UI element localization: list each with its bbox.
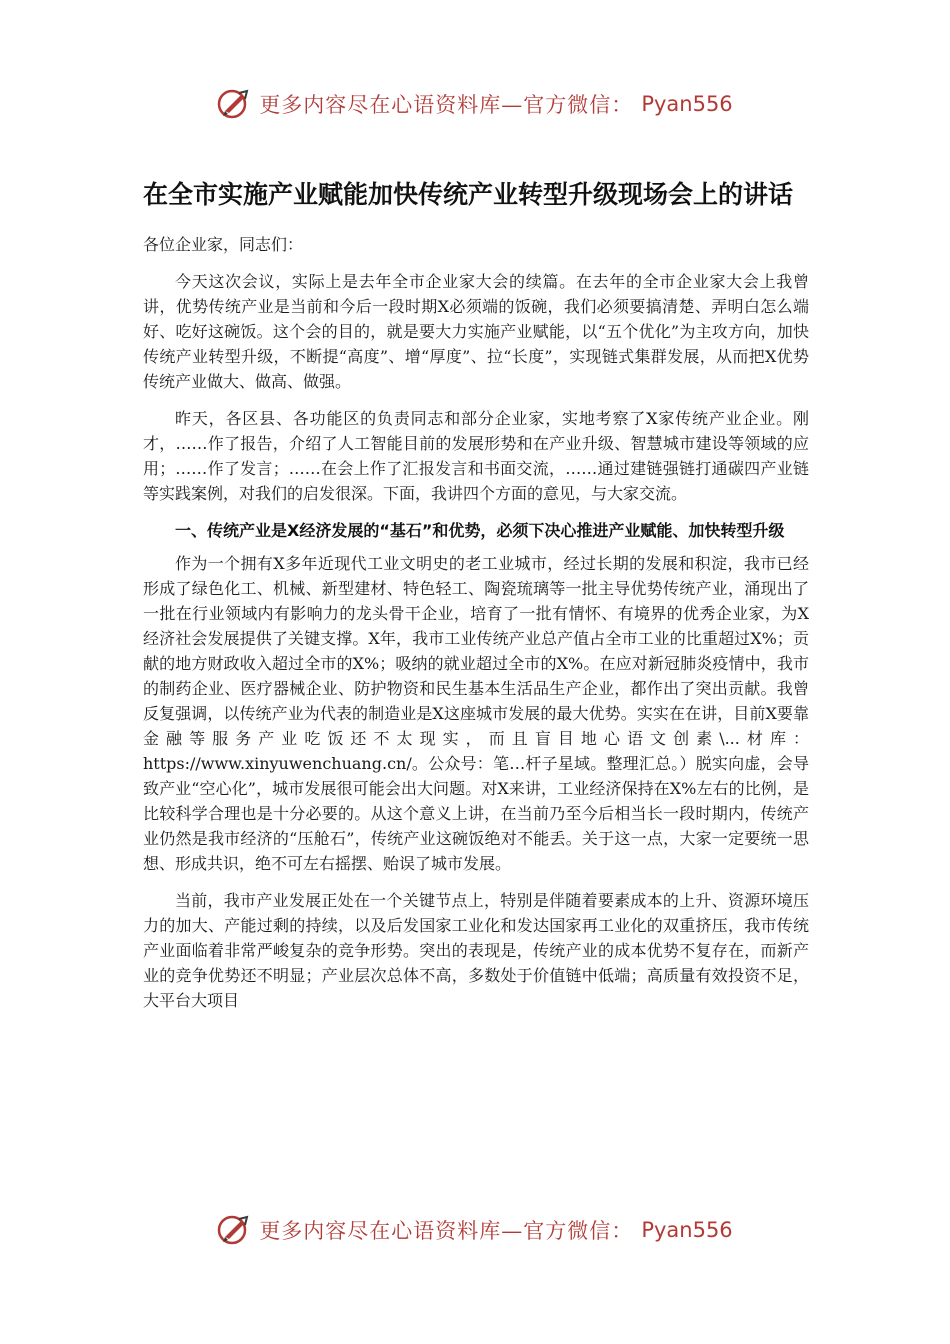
paragraph-2: 昨天，各区县、各功能区的负责同志和部分企业家，实地考察了X家传统产业企业。刚才，……作了报告，介绍了人工智能目前的发展形势和在产业升级、智慧城市建设等领域的应用；……作了发言；……在会上作了汇报发言和书面交流，……通过建链强链打通碳四产业链等实践案例，对我们的启发很深。下面，我讲四个方面的意见，与大家交流。 [143,409,809,503]
greeting: 各位企业家，同志们： [143,235,304,254]
paragraph-1: 今天这次会议，实际上是去年全市企业家大会的续篇。在去年的全市企业家大会上我曾讲，优势传统产业是当前和今后一段时期X必须端的饭碗，我们必须要搞清楚、弄明白怎么端好、吃好这碗饭。这个会的目的，就是要大力实施产业赋能，以“五个优化”为主攻方向，加快传统产业转型升级，不断提“高度”、增“厚度”、拉“长度”，实现链式集群发展，从而把X优势传统产业做大、做高、做强。 [143,272,809,391]
header-banner [0,82,950,126]
document-title: 在全市实施产业赋能加快传统产业转型升级现场会上的讲话 [143,180,794,209]
paragraph-4: 当前，我市产业发展正处在一个关键节点上，特别是伴随着要素成本的上升、资源环境压力的加大、产能过剩的持续，以及后发国家工业化和发达国家再工业化的双重挤压，我市传统产业面临着非常严峻复杂的竞争形势。突出的表现是，传统产业的成本优势不复存在，而新产业的竞争优势还不明显；产业层次总体不高，多数处于价值链中低端；高质量有效投资不足，大平台大项目 [143,891,809,1010]
section-heading-1: 一、传统产业是X经济发展的“基石”和优势，必须下决心推进产业赋能、加快转型升级 [175,521,785,540]
header-banner-text: 更多内容尽在心语资料库—官方微信： [259,93,634,117]
footer-banner-text: 更多内容尽在心语资料库—官方微信： [259,1219,634,1243]
pen-logo-icon [217,87,251,121]
pen-logo-icon [217,1213,251,1247]
footer-banner [0,1208,950,1252]
header-banner-wechat-id: Pyan556 [641,92,733,116]
paragraph-3: 作为一个拥有X多年近现代工业文明史的老工业城市，经过长期的发展和积淀，我市已经形成了绿色化工、机械、新型建材、特色轻工、陶瓷琉璃等一批主导优势传统产业，涌现出了一批在行业领域内有影响力的龙头骨干企业，培育了一批有情怀、有境界的优秀企业家，为X经济社会发展提供了关键支撑。X年，我市工业传统产业总产值占全市工业的比重超过X%；贡献的地方财政收入超过全市的X%；吸纳的就业超过全市的X%。在应对新冠肺炎疫情中，我市的制药企业、医疗器械企业、防护物资和民生基本生活品生产企业，都作出了突出贡献。我曾反复强调，以传统产业为代表的制造业是X这座城市发展的最大优势。实实在在讲，目前X要靠金融等服务产业吃饭还不太现实，而且盲目地心语文创素\...材库：https://www.xinyuwenchuang.cn/。公众号：笔…杆子星域。整理汇总。）脱实向虚，会导致产业“空心化”，城市发展很可能会出大问题。对X来讲，工业经济保持在X%左右的比例，是比较科学合理也是十分必要的。从这个意义上讲，在当前乃至今后相当长一段时期内，传统产业仍然是我市经济的“压舱石”，传统产业这碗饭绝对不能丢。关于这一点，大家一定要统一思想、形成共识，绝不可左右摇摆、贻误了城市发展。 [143,554,809,873]
document-body [143,170,809,1025]
footer-banner-wechat-id: Pyan556 [641,1218,733,1242]
